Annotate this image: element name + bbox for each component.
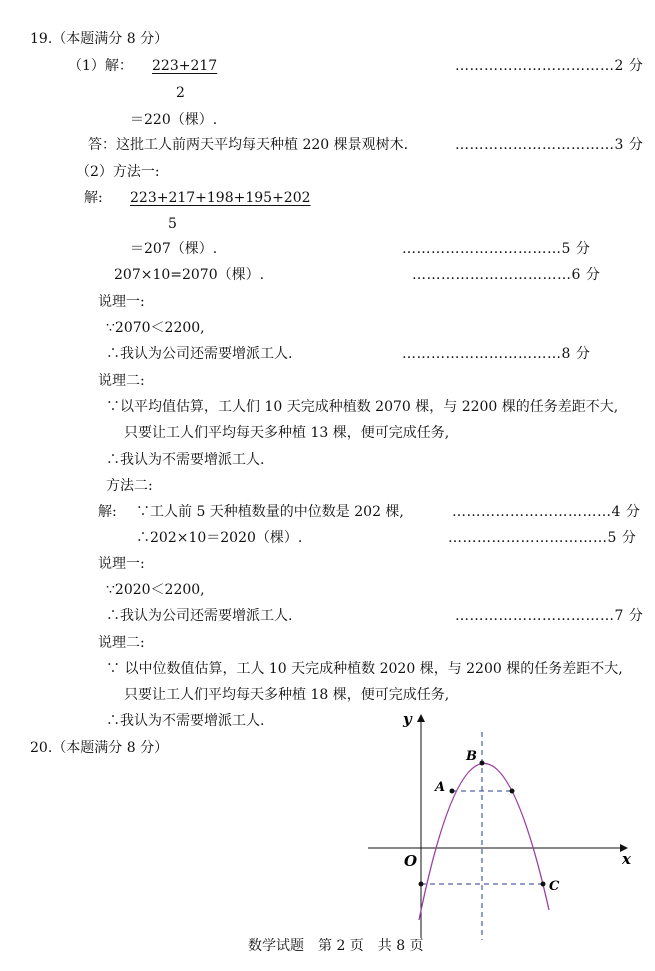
method2-solve: 解: bbox=[98, 504, 117, 520]
method2-line2: ∴202×10＝2020（棵）. bbox=[136, 530, 303, 546]
point-mirror-dot bbox=[510, 789, 515, 794]
point-b-label: B bbox=[466, 749, 477, 764]
m1-reason1-title: 说理一: bbox=[98, 294, 145, 310]
point-yintercept-dot bbox=[419, 882, 424, 887]
m1-reason1-line2: ∴我认为公司还需要增派工人. bbox=[106, 346, 293, 362]
point-a-dot bbox=[450, 789, 455, 794]
m2-reason2-title: 说理二: bbox=[98, 635, 145, 651]
method2-label: 方法二: bbox=[106, 478, 153, 494]
point-c-label: C bbox=[549, 879, 560, 894]
part2-solve: 解: bbox=[84, 190, 103, 206]
q20-header: 20.（本题满分 8 分） bbox=[30, 740, 169, 756]
page-footer: 数学试题 第 2 页 共 8 页 bbox=[248, 938, 424, 954]
part1-answer: 答：这批工人前两天平均每天种植 220 棵景观树木. bbox=[88, 137, 409, 153]
part1-score-a: ……………………………2 分 bbox=[455, 58, 644, 74]
score-5: ……………………………5 分 bbox=[402, 241, 591, 257]
x-axis-label: x bbox=[622, 850, 631, 868]
part2-result: ＝207（棵）. bbox=[130, 241, 218, 257]
m2-reason2-line1: ∵ 以中位数值估算，工人 10 天完成种植数 2020 棵，与 2200 棵的任务差距不大, bbox=[106, 661, 623, 677]
m2-reason1-line2: ∴我认为公司还需要增派工人. bbox=[106, 608, 293, 624]
m2-reason1-line1: ∵2020＜2200, bbox=[106, 582, 205, 598]
m2-reason2-line2: 只要让工人们平均每天多种植 18 棵，便可完成任务, bbox=[124, 687, 450, 703]
m2-reason1-title: 说理一: bbox=[98, 556, 145, 572]
m1-reason1-line1: ∵2070＜2200, bbox=[106, 320, 205, 336]
part2-denominator: 5 bbox=[168, 216, 177, 232]
score-6: ……………………………6 分 bbox=[412, 267, 601, 283]
part2-calc: 207×10=2070（棵）. bbox=[114, 267, 265, 283]
parabola-figure bbox=[360, 700, 645, 945]
score-4: ……………………………4 分 bbox=[452, 504, 641, 520]
part2-numerator: 223+217+198+195+202 bbox=[130, 190, 311, 206]
m1-reason2-line2: 只要让工人们平均每天多种植 13 棵，便可完成任务, bbox=[124, 425, 450, 441]
method2-line1: ∵工人前 5 天种植数量的中位数是 202 棵, bbox=[136, 504, 404, 520]
m2-reason2-line3: ∴我认为不需要增派工人. bbox=[106, 713, 265, 729]
score-7: ……………………………7 分 bbox=[455, 608, 644, 624]
origin-label: O bbox=[404, 852, 418, 870]
part1-score-b: ……………………………3 分 bbox=[455, 137, 644, 153]
y-axis-label: y bbox=[403, 710, 412, 728]
m1-reason2-line3: ∴我认为不需要增派工人. bbox=[106, 452, 265, 468]
score-8: ……………………………8 分 bbox=[402, 346, 591, 362]
part1-denominator: 2 bbox=[176, 85, 185, 101]
m1-reason2-line1: ∵以平均值估算，工人们 10 天完成种植数 2070 棵，与 2200 棵的任务差距不大, bbox=[106, 399, 619, 415]
score-5b: ……………………………5 分 bbox=[448, 530, 637, 546]
point-c-dot bbox=[541, 882, 546, 887]
m1-reason2-title: 说理二: bbox=[98, 373, 145, 389]
part1-label: （1）解： bbox=[68, 58, 133, 74]
part1-numerator: 223+217 bbox=[152, 58, 218, 74]
q19-header: 19.（本题满分 8 分） bbox=[30, 31, 169, 47]
part2-label: （2）方法一: bbox=[76, 164, 160, 180]
point-a-label: A bbox=[435, 780, 446, 795]
point-b-dot bbox=[480, 761, 485, 766]
part1-result: ＝220（棵）. bbox=[130, 112, 218, 128]
